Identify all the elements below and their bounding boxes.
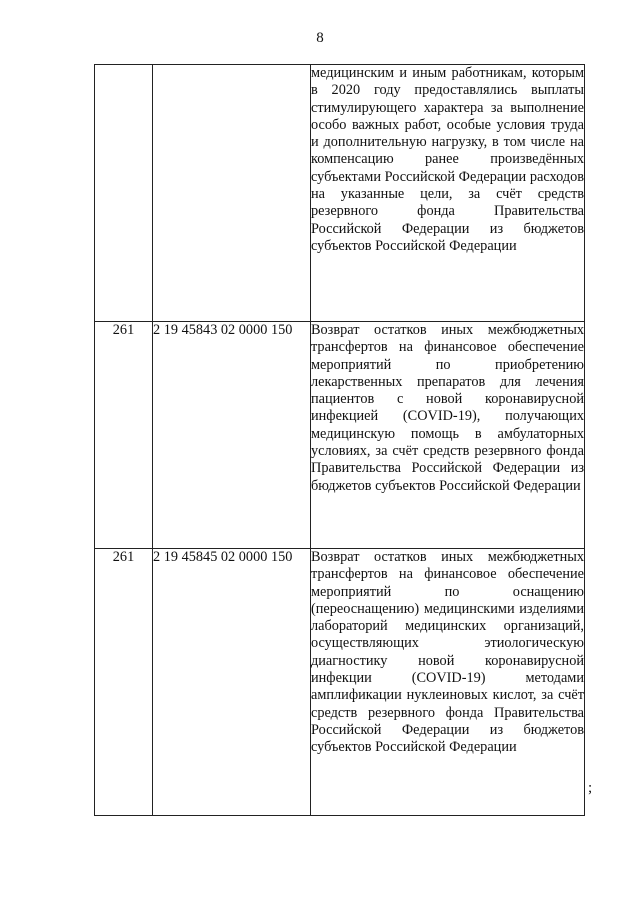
table-row — [95, 65, 585, 322]
budget-code-cell: 2 19 45845 02 0000 150 — [153, 549, 311, 816]
revenue-name-cell: медицинским и иным работникам, которым в 2020 году предоставлялись выплаты стимулирующего характера за выполнение особо важных работ, особые условия труда и дополнительную нагрузку, в том числе на компенсацию ранее произведённых субъектами Российской Федерации расходов на указанные цели, за счёт средств резервного фонда Правительства Российской Федерации из бюджетов субъектов Российской Федерации — [311, 65, 585, 322]
table-row — [95, 322, 585, 549]
admin-code-cell: 261 — [95, 549, 153, 816]
budget-classification-table — [94, 64, 585, 816]
trailing-semicolon: ; — [588, 780, 593, 796]
admin-code-cell — [95, 65, 153, 322]
admin-code-cell: 261 — [95, 322, 153, 549]
revenue-name-cell: Возврат остатков иных межбюджетных трансфертов на финансовое обеспечение мероприятий по оснащению (переоснащению) медицинскими изделиями лабораторий медицинских организаций, осуществляющих этиологическую диагностику новой коронавирусной инфекции (COVID-19) методами амплификации нуклеиновых кислот, за счёт средств резервного фонда Правительства Российской Федерации из бюджетов субъектов Российской Федерации — [311, 549, 585, 816]
table-row — [95, 549, 585, 816]
revenue-name-cell: Возврат остатков иных межбюджетных трансфертов на финансовое обеспечение мероприятий по приобретению лекарственных препаратов для лечения пациентов с новой коронавирусной инфекцией (COVID-19), получающих медицинскую помощь в амбулаторных условиях, за счёт средств резервного фонда Правительства Российской Федерации из бюджетов субъектов Российской Федерации — [311, 322, 585, 549]
budget-code-cell — [153, 65, 311, 322]
budget-code-cell: 2 19 45843 02 0000 150 — [153, 322, 311, 549]
page-number: 8 — [316, 30, 324, 46]
